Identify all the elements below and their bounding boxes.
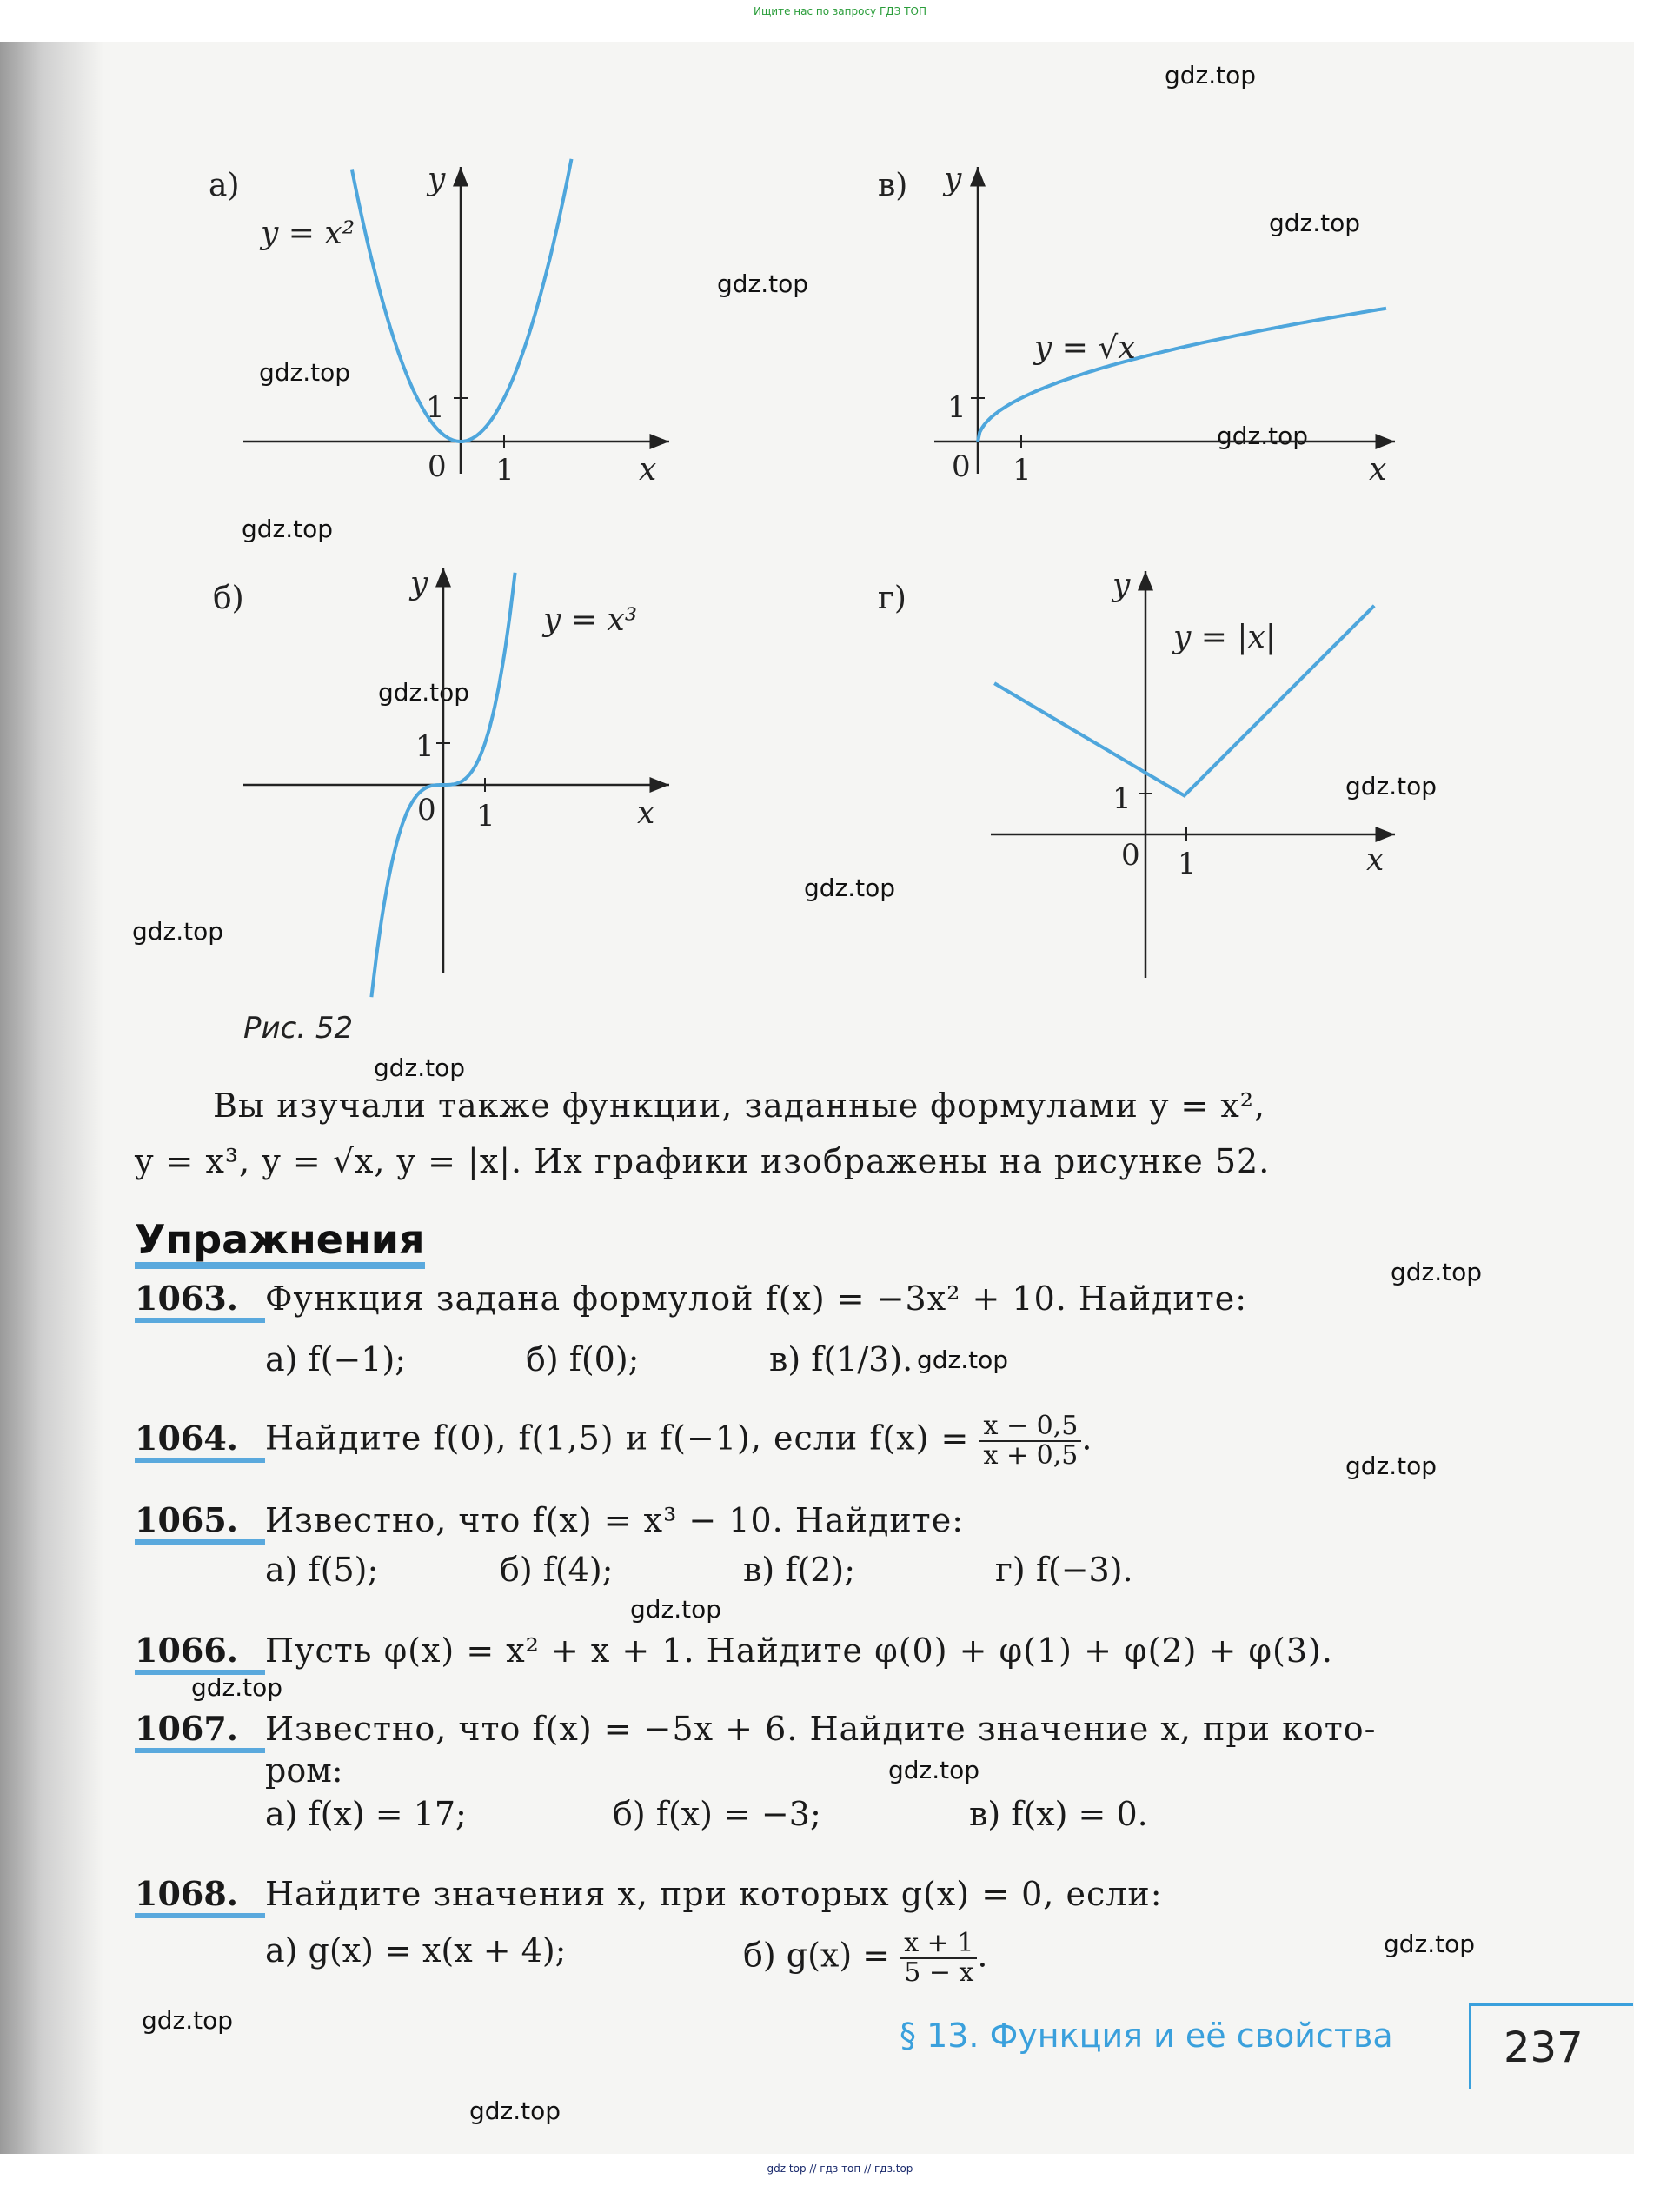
part-b: б) f(4);	[500, 1551, 614, 1589]
watermark: gdz.top	[1269, 209, 1361, 237]
watermark: gdz.top	[1345, 772, 1438, 801]
fraction	[900, 1930, 977, 1987]
y-axis-label: y	[428, 162, 446, 197]
exercise-1063	[135, 1278, 1491, 1323]
part-v: в) f(2);	[743, 1551, 855, 1589]
part-v: в) f(1/3).	[769, 1340, 913, 1379]
book-spine-shadow	[0, 42, 104, 2154]
tick-one-x: 1	[1013, 453, 1032, 488]
curve-sqrt-x	[978, 309, 1386, 442]
part-a: а) g(x) = x(x + 4);	[265, 1931, 567, 1970]
watermark: gdz.top	[630, 1595, 722, 1624]
watermark: gdz.top	[888, 1756, 980, 1784]
exercise-tail: .	[977, 1936, 988, 1975]
paragraph-line-2: y = x³, y = √x, y = |x|. Их графики изображены на рисунке 52.	[135, 1142, 1271, 1180]
graph-letter: в)	[878, 168, 908, 203]
watermark: gdz.top	[1391, 1258, 1483, 1286]
watermark: gdz.top	[142, 2006, 234, 2035]
watermark: gdz.top	[804, 874, 896, 902]
exercise-number: 1065.	[135, 1501, 265, 1545]
exercise-text: Известно, что f(x) = −5x + 6. Найдите значение x, при кото-	[265, 1710, 1377, 1748]
x-axis-label: x	[1369, 452, 1387, 488]
watermark: gdz.top	[1345, 1452, 1438, 1480]
section-heading: Упражнения	[135, 1217, 425, 1269]
graph-sqrt	[869, 156, 1408, 488]
paragraph-line-1	[135, 1078, 1464, 1133]
graph-abs	[869, 561, 1408, 978]
watermark: gdz.top	[469, 2096, 561, 2125]
fraction-denominator: x + 0,5	[983, 1440, 1079, 1471]
fraction-numerator: x + 1	[900, 1930, 977, 1959]
graph-formula: y = |x|	[1173, 620, 1276, 655]
watermark: gdz.top	[374, 1053, 466, 1082]
graph-formula: y = x²	[261, 216, 355, 251]
exercise-text: Пусть φ(x) = x² + x + 1. Найдите φ(0) + φ(1) + φ(2) + φ(3).	[265, 1631, 1333, 1670]
exercise-text: Найдите значения x, при которых g(x) = 0, если:	[265, 1875, 1163, 1913]
exercise-text: Найдите f(0), f(1,5) и f(−1), если f(x) =	[265, 1419, 970, 1458]
watermark: gdz.top	[259, 358, 351, 387]
graph-parabola	[209, 156, 695, 488]
part-b	[743, 1930, 988, 1987]
exercise-number: 1064.	[135, 1419, 265, 1463]
watermark: gdz.top	[1217, 422, 1309, 450]
y-axis-label: y	[410, 566, 428, 601]
watermark: gdz.top	[242, 515, 334, 543]
exercise-number: 1066.	[135, 1631, 265, 1675]
watermark: gdz.top	[191, 1673, 283, 1702]
tick-one-y: 1	[947, 390, 966, 425]
origin-label: 0	[417, 793, 436, 827]
exercise-1064	[135, 1412, 1491, 1470]
watermark: gdz.top	[132, 917, 224, 946]
exercise-number: 1068.	[135, 1875, 265, 1918]
fraction-numerator: x − 0,5	[979, 1412, 1081, 1442]
graph-cubic	[209, 561, 695, 978]
exercise-number: 1063.	[135, 1279, 265, 1323]
part-b: б) f(x) = −3;	[613, 1795, 821, 1833]
tick-one-x: 1	[1178, 847, 1197, 881]
fraction-denominator: 5 − x	[904, 1957, 974, 1988]
exercise-text: Функция задана формулой f(x) = −3x² + 10. Найдите:	[265, 1279, 1248, 1318]
part-v: в) f(x) = 0.	[969, 1795, 1148, 1833]
exercise-1068	[135, 1873, 1491, 1918]
watermark: gdz.top	[378, 678, 470, 707]
y-axis-label: y	[1112, 568, 1131, 603]
watermark: gdz.top	[717, 269, 809, 298]
origin-label: 0	[428, 449, 447, 484]
exercise-text-cont: ром:	[265, 1751, 343, 1790]
fraction	[979, 1412, 1081, 1470]
tick-one-y: 1	[1112, 781, 1132, 816]
graph-letter: г)	[878, 581, 906, 616]
graph-formula: y = √x	[1034, 330, 1136, 366]
origin-label: 0	[1121, 838, 1140, 873]
origin-label: 0	[952, 449, 971, 484]
top-note: Ищите нас по запросу ГДЗ ТОП	[754, 5, 926, 17]
part-a: а) f(x) = 17;	[265, 1795, 467, 1833]
paragraph-text: Вы изучали также функции, заданные формулами y = x²,	[213, 1086, 1266, 1125]
watermark: gdz.top	[1384, 1930, 1476, 1958]
x-axis-label: x	[639, 452, 657, 488]
part-g: г) f(−3).	[995, 1551, 1133, 1589]
exercise-1067	[135, 1708, 1491, 1753]
graph-letter: б)	[213, 581, 244, 616]
part-b: б) f(0);	[526, 1340, 640, 1379]
x-axis-label: x	[637, 795, 655, 831]
graph-letter: а)	[209, 168, 240, 203]
exercise-tail: .	[1081, 1419, 1092, 1458]
exercise-1066	[135, 1630, 1491, 1675]
tick-one-x: 1	[495, 453, 515, 488]
tick-one-y: 1	[415, 729, 435, 764]
exercise-number: 1067.	[135, 1710, 265, 1753]
page-number: 237	[1504, 2023, 1584, 2072]
tick-one-y: 1	[426, 390, 445, 425]
exercise-text: Известно, что f(x) = x³ − 10. Найдите:	[265, 1501, 964, 1539]
exercise-1065	[135, 1499, 1491, 1545]
bottom-note: gdz top // гдз топ // гдз.top	[767, 2163, 913, 2175]
part-a: а) f(5);	[265, 1551, 379, 1589]
watermark: gdz.top	[1165, 61, 1257, 90]
graph-formula: y = x³	[543, 602, 638, 638]
watermark: gdz.top	[917, 1345, 1009, 1374]
part-b-text: б) g(x) =	[743, 1936, 891, 1975]
part-a: а) f(−1);	[265, 1340, 407, 1379]
x-axis-label: x	[1366, 842, 1385, 878]
figure-caption: Рис. 52	[243, 1011, 354, 1046]
y-axis-label: y	[944, 162, 962, 197]
tick-one-x: 1	[476, 799, 495, 834]
section-footer: § 13. Функция и её свойства	[900, 2017, 1393, 2055]
